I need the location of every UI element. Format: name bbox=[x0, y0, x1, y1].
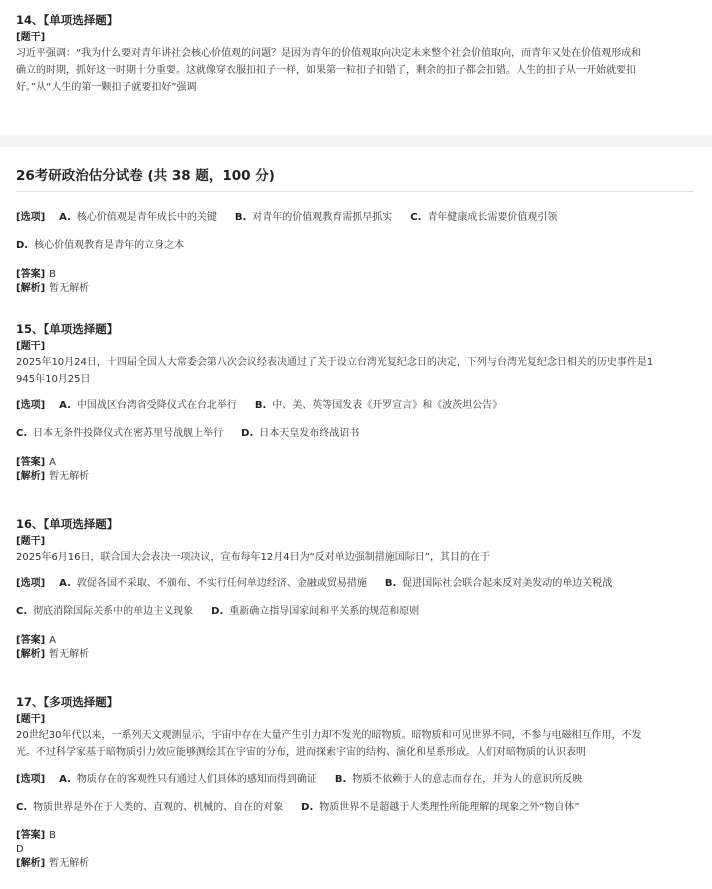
option-c[interactable]: C. 日本无条件投降仪式在密苏里号战舰上举行 bbox=[16, 428, 224, 439]
stem-label: [题干] bbox=[16, 536, 46, 547]
options-label: [选项] bbox=[16, 400, 46, 411]
option-c[interactable]: C. 青年健康成长需要价值观引领 bbox=[410, 212, 558, 223]
question-stem: 2025年6月16日，联合国大会表决一项决议，宣布每年12月4日为“反对单边强制措施国际日”，其目的在于 bbox=[16, 552, 490, 563]
question-16-options bbox=[16, 577, 696, 619]
option-a[interactable]: A. 核心价值观是青年成长中的关键 bbox=[59, 212, 217, 223]
option-c[interactable]: C. 物质世界是外在于人类的、直观的、机械的、自在的对象 bbox=[16, 802, 284, 813]
question-14-answer: [答案] B [解析] 暂无解析 bbox=[16, 269, 90, 294]
question-title: 16、【单项选择题】 bbox=[16, 517, 119, 531]
question-stem: 20世纪30年代以来，一系列天文观测显示，宇宙中存在大量产生引力却不发光的暗物质。暗物质和可见世界不同，不参与电磁相互作用，不发 光。不过科学家基于暗物质引力效应能够测绘其在宇宙的分布，进而探索宇宙的结构、演化和星系形成。人们对暗物质的认识表明 bbox=[16, 730, 642, 758]
stem-label: [题干] bbox=[16, 32, 46, 43]
option-b[interactable]: B. 中、美、英等国发表《开罗宣言》和《波茨坦公告》 bbox=[254, 400, 503, 411]
question-17-answer: [答案] B D [解析] 暂无解析 bbox=[16, 829, 696, 871]
question-15 bbox=[16, 321, 696, 388]
question-title: 14、【单项选择题】 bbox=[16, 13, 119, 27]
option-a[interactable]: A. 中国战区台湾省受降仪式在台北举行 bbox=[59, 400, 237, 411]
option-b[interactable]: B. 物质不依赖于人的意志而存在，并为人的意识所反映 bbox=[334, 774, 583, 785]
question-14 bbox=[16, 12, 696, 96]
stem-label: [题干] bbox=[16, 714, 46, 725]
answer-value: B bbox=[49, 269, 57, 280]
question-stem: 习近平强调：“我为什么要对青年讲社会核心价值观的问题？是因为青年的价值观取向决定未来整个社会价值取向，而青年又处在价值观形成和 确立的时期，抓好这一时期十分重要。这就像穿衣服扣扣子一样，如果第一粒扣子扣错了，剩余的扣子都会扣错。人生的扣子从一开始就要扣 好。”从“人生的第一颗扣子就要扣好”强调 bbox=[16, 48, 642, 93]
option-c[interactable]: C. 彻底消除国际关系中的单边主义现象 bbox=[16, 606, 194, 617]
question-title: 15、【单项选择题】 bbox=[16, 322, 119, 336]
answer-value: A bbox=[49, 457, 56, 468]
options-label: [选项] bbox=[16, 578, 46, 589]
option-d[interactable]: D. 日本天皇发布终战诏书 bbox=[241, 428, 360, 439]
question-title: 17、【多项选择题】 bbox=[16, 695, 119, 709]
analysis-value: 暂无解析 bbox=[49, 471, 90, 482]
question-16-answer: [答案] A [解析] 暂无解析 bbox=[16, 635, 90, 660]
question-17 bbox=[16, 694, 696, 761]
option-d[interactable]: D. 重新确立指导国家间和平关系的规范和原则 bbox=[211, 606, 420, 617]
exam-title: 26考研政治估分试卷 (共 38 题，100 分) bbox=[16, 168, 275, 184]
answer-value: A bbox=[49, 635, 56, 646]
option-b[interactable]: B. 对青年的价值观教育需抓早抓实 bbox=[234, 212, 393, 223]
question-16 bbox=[16, 516, 696, 566]
title-underline bbox=[16, 191, 694, 192]
question-stem: 2025年10月24日，十四届全国人大常委会第八次会议经表决通过了关于设立台湾光复纪念日的决定，下列与台湾光复纪念日相关的历史事件是1 945年10月25日 bbox=[16, 357, 654, 385]
option-a[interactable]: A. 物质存在的客观性只有通过人们具体的感知而得到确证 bbox=[59, 774, 317, 785]
stem-label: [题干] bbox=[16, 341, 46, 352]
answer-value: D bbox=[16, 844, 24, 855]
question-15-answer: [答案] A [解析] 暂无解析 bbox=[16, 457, 90, 482]
question-14-options bbox=[16, 211, 696, 253]
options-label: [选项] bbox=[16, 212, 46, 223]
analysis-value: 暂无解析 bbox=[49, 283, 90, 294]
analysis-value: 暂无解析 bbox=[49, 858, 90, 869]
option-d[interactable]: D. 核心价值观教育是青年的立身之本 bbox=[16, 240, 185, 251]
question-17-options bbox=[16, 773, 696, 815]
answer-value: B bbox=[49, 830, 57, 841]
section-divider bbox=[0, 135, 712, 147]
options-label: [选项] bbox=[16, 774, 46, 785]
analysis-value: 暂无解析 bbox=[49, 649, 90, 660]
question-15-options bbox=[16, 399, 696, 441]
option-d[interactable]: D. 物质世界不是超越于人类理性所能理解的现象之外“物自体” bbox=[301, 802, 580, 813]
option-a[interactable]: A. 敦促各国不采取、不颁布、不实行任何单边经济、金融或贸易措施 bbox=[59, 578, 367, 589]
option-b[interactable]: B. 促进国际社会联合起来反对美发动的单边关税战 bbox=[384, 578, 613, 589]
